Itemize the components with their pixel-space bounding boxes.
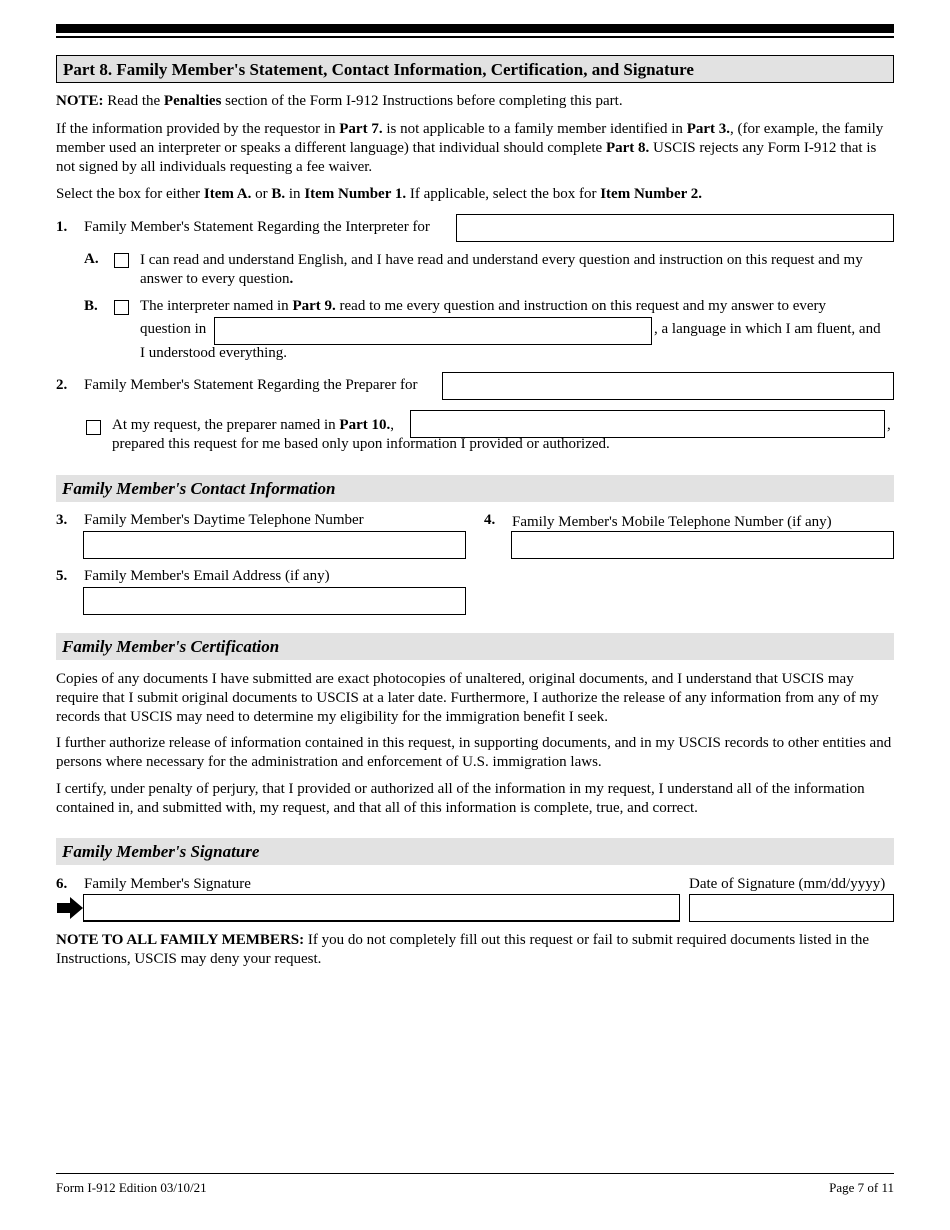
item-6-number: 6. <box>56 876 68 892</box>
item-1a-letter: A. <box>84 251 99 267</box>
item-1-number: 1. <box>56 219 68 235</box>
interpreter-for-field[interactable] <box>456 214 894 242</box>
note-paragraph: NOTE: Read the Penalties section of the Form I-912 Instructions before completing this part. <box>56 93 623 109</box>
top-rule-thick <box>56 24 894 33</box>
item-2-trailing-comma: , <box>887 417 891 433</box>
item-5-number: 5. <box>56 568 68 584</box>
preparer-for-field[interactable] <box>442 372 894 400</box>
top-rule-thin <box>56 36 894 38</box>
preparer-name-field[interactable] <box>410 410 885 438</box>
item-4-number: 4. <box>484 512 496 528</box>
certification-paragraph-3: I certify, under penalty of perjury, that I provided or authorized all of the information in my request, I understand all of the information contained in, and submitted with, my request, and that all of this information is complete, true, and correct. <box>56 781 865 816</box>
final-note-paragraph: NOTE TO ALL FAMILY MEMBERS: If you do not completely fill out this request or fail to submit required documents listed in the Instructions, USCIS may deny your request. <box>56 932 870 967</box>
item-1a-checkbox[interactable] <box>114 253 129 268</box>
item-2-text: At my request, the preparer named in Part 10., <box>112 417 394 433</box>
email-field[interactable] <box>83 587 466 615</box>
item-1b-last-line: I understood everything. <box>140 345 288 361</box>
certification-section-title: Family Member's Certification <box>56 633 894 660</box>
mobile-phone-field[interactable] <box>511 531 894 559</box>
item-2-label: Family Member's Statement Regarding the Preparer for <box>84 377 418 393</box>
item-1a-text: I can read and understand English, and I have read and understand every question and instruction on this request and my answer to every question. <box>140 252 863 287</box>
daytime-phone-field[interactable] <box>83 531 466 559</box>
footer-form-edition: Form I-912 Edition 03/10/21 <box>56 1180 207 1195</box>
item-1b-text: The interpreter named in Part 9. read to me every question and instruction on this request and my answer to every <box>140 298 827 314</box>
item-2-text-line2: prepared this request for me based only upon information I provided or authorized. <box>112 436 610 452</box>
footer-page-number: Page 7 of 11 <box>829 1180 894 1195</box>
item-1-label: Family Member's Statement Regarding the Interpreter for <box>84 219 430 235</box>
mobile-phone-label: Family Member's Mobile Telephone Number (if any) <box>512 514 832 530</box>
signature-field[interactable] <box>83 894 680 922</box>
signature-section-title: Family Member's Signature <box>56 838 894 865</box>
language-field[interactable] <box>214 317 652 345</box>
date-of-signature-field[interactable] <box>689 894 894 922</box>
certification-paragraph-2: I further authorize release of information contained in this request, in supporting documents, and in my USCIS records to other entities and persons where necessary for the administration and enforcement of U.S. immigration laws. <box>56 735 892 770</box>
signature-label: Family Member's Signature <box>84 876 251 892</box>
item-2-checkbox[interactable] <box>86 420 101 435</box>
date-of-signature-label: Date of Signature (mm/dd/yyyy) <box>689 876 886 892</box>
item-2-number: 2. <box>56 377 68 393</box>
footer-rule <box>56 1173 894 1174</box>
select-instruction: Select the box for either Item A. or B. in Item Number 1. If applicable, select the box for Item Number 2. <box>56 186 702 202</box>
item-1b-question-in: question in <box>140 321 207 337</box>
daytime-phone-label: Family Member's Daytime Telephone Number <box>84 512 364 528</box>
intro-paragraph: If the information provided by the requestor in Part 7. is not applicable to a family member identified in Part 3., (for example, the family member used an interpreter or speaks a different language) that individual should complete Part 8. USCIS rejects any Form I-912 that is not signed by all individuals requesting a fee waiver. <box>56 121 884 175</box>
email-label: Family Member's Email Address (if any) <box>84 568 330 584</box>
arrow-right-icon <box>57 897 83 919</box>
contact-section-title: Family Member's Contact Information <box>56 475 894 502</box>
item-3-number: 3. <box>56 512 68 528</box>
item-1b-letter: B. <box>84 298 98 314</box>
certification-paragraph-1: Copies of any documents I have submitted are exact photocopies of unaltered, original documents, and I understand that USCIS may require that I submit original documents to USCIS at a later date. Furthermore, I authorize the release of any information from any of my records that USCIS may need to determine my eligibility for the immigration benefit I seek. <box>56 671 879 725</box>
item-1b-checkbox[interactable] <box>114 300 129 315</box>
part-title: Part 8. Family Member's Statement, Contact Information, Certification, and Signature <box>56 55 894 83</box>
item-1b-after-text: , a language in which I am fluent, and <box>654 321 881 337</box>
